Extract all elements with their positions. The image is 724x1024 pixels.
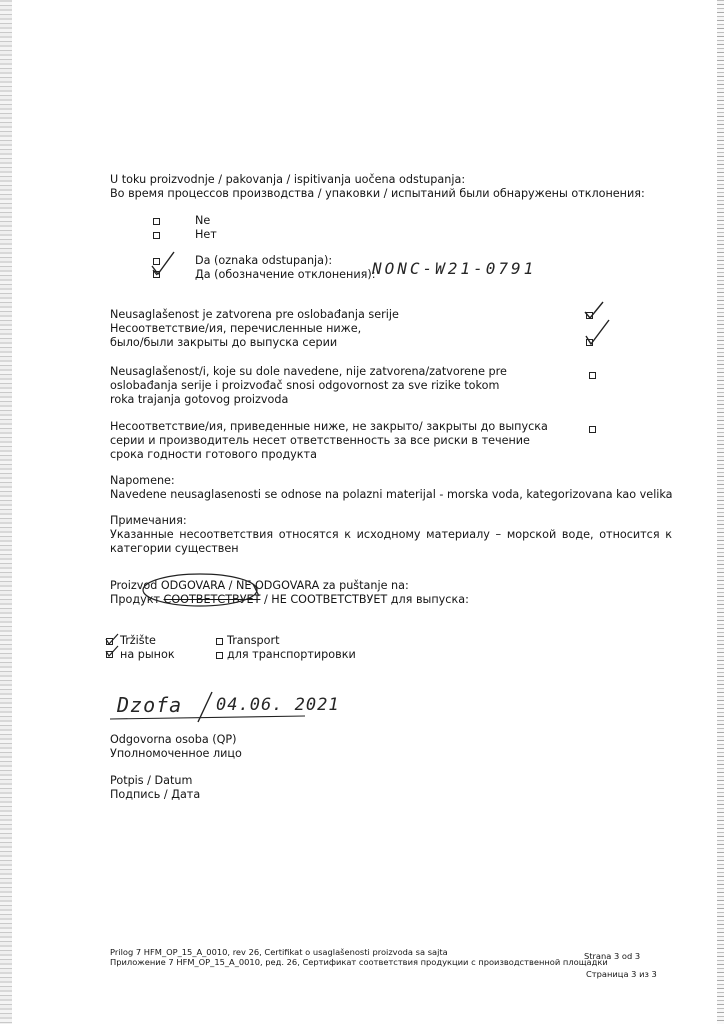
market-label-ru: на рынок	[120, 648, 175, 661]
deviations-heading-ru: Во время процессов производства / упаковки / испытаний были обнаружены отклонения:	[110, 187, 645, 200]
responsible-person	[110, 733, 242, 761]
release-ru-prefix: Продукт	[110, 593, 164, 606]
handwritten-deviation-code: NONC-W21-0791	[372, 259, 537, 278]
transport-checkbox-ru[interactable]	[216, 652, 223, 659]
market-checkmark-icon	[104, 632, 120, 658]
nc-open-ru-1: Несоответствие/ия, приведенные ниже, не закрыто/ закрыты до выпуска	[110, 420, 548, 433]
footer-page-sr: Strana 3 od 3	[584, 951, 641, 961]
transport-checkbox[interactable]	[216, 638, 223, 645]
notes-text-sr: Navedene neusaglasenosti se odnose na polazni materijal - morska voda, kategorizovana kao velika	[110, 488, 673, 501]
deviations-heading	[110, 173, 645, 201]
nc-closed-ru-checkmark-icon	[583, 318, 613, 348]
footer-line-ru: Приложение 7 HFM_OP_15_A_0010, ред. 26, Сертификат соответствия продукции с производственной площадки	[110, 957, 608, 967]
release-sr-rest: / NE ODGOVARA za puštanje na:	[225, 579, 409, 592]
no-label-sr: Ne	[195, 214, 211, 227]
release-ru-rest: / НЕ СООТВЕТСТВУЕТ для выпуска:	[260, 593, 469, 606]
sign-label-ru: Подпись / Дата	[110, 788, 201, 801]
notes-label-sr: Napomene:	[110, 474, 175, 487]
nc-open-ru-text	[110, 420, 548, 462]
deviations-heading-sr: U toku proizvodnje / pakovanja / ispitivanja uočena odstupanja:	[110, 173, 466, 186]
scan-edge-right	[717, 0, 724, 1024]
market-label	[120, 634, 175, 662]
release-sr-prefix: Proizvod	[110, 579, 161, 592]
no-checkbox[interactable]	[153, 218, 160, 225]
role-sr: Odgovorna osoba (QP)	[110, 733, 237, 746]
nc-open-sr-3: roka trajanja gotovog proizvoda	[110, 393, 289, 406]
nc-closed-text	[110, 308, 399, 350]
no-label-ru: Нет	[195, 228, 217, 241]
release-selection-circle	[140, 570, 265, 612]
nc-open-sr-checkbox[interactable]	[589, 372, 596, 379]
nc-closed-ru-1: Несоответствие/ия, перечисленные ниже,	[110, 322, 362, 335]
nc-open-sr-2: oslobađanja serije i proizvođač snosi odgovornost za sve rizike tokom	[110, 379, 500, 392]
scan-edge-left	[0, 0, 12, 1024]
nc-open-ru-3: срока годности готового продукта	[110, 448, 317, 461]
nc-closed-sr: Neusaglašenost je zatvorena pre oslobađanja serije	[110, 308, 399, 321]
yes-checkmark-icon	[148, 248, 178, 278]
nc-closed-ru-2: было/были закрыты до выпуска серии	[110, 336, 338, 349]
sign-label-sr: Potpis / Datum	[110, 774, 193, 787]
footer-line-sr: Prilog 7 HFM_OP_15_A_0010, rev 26, Certifikat o usaglašenosti proizvoda sa sajta	[110, 947, 448, 957]
market-label-sr: Tržište	[120, 634, 156, 647]
handwritten-signature: Dzofa	[117, 693, 183, 717]
yes-option-label	[195, 254, 376, 282]
nc-open-ru-2: серии и производитель несет ответственность за все риски в течение	[110, 434, 530, 447]
signature-date-label	[110, 774, 200, 802]
nc-open-sr-text	[110, 365, 507, 407]
notes-label-ru: Примечания:	[110, 514, 187, 527]
yes-label-sr: Da (oznaka odstupanja):	[195, 254, 333, 267]
footer-page-ru: Страница 3 из 3	[586, 969, 657, 979]
transport-label-ru: для транспортировки	[227, 648, 356, 661]
release-sr-selected: ODGOVARA	[160, 579, 226, 592]
transport-label-sr: Transport	[227, 634, 280, 647]
nc-closed-checkmark-icon	[582, 300, 606, 320]
nc-open-sr-1: Neusaglašenost/i, koje su dole navedene, nije zatvorena/zatvorene pre	[110, 365, 507, 378]
release-ru-selected: СООТВЕТСТВУЕТ	[163, 593, 261, 606]
yes-label-ru: Да (обозначение отклонения):	[195, 268, 376, 281]
nc-open-ru-checkbox[interactable]	[589, 426, 596, 433]
notes-sr	[110, 474, 673, 502]
handwritten-date: 04.06. 2021	[216, 695, 340, 715]
no-checkbox-ru[interactable]	[153, 232, 160, 239]
transport-label	[227, 634, 356, 662]
role-ru: Уполномоченное лицо	[110, 747, 242, 760]
no-option-label	[195, 214, 217, 242]
notes-text-ru: Указанные несоответствия относятся к исходному материалу – морской воде, относится к категории существен	[110, 528, 672, 555]
